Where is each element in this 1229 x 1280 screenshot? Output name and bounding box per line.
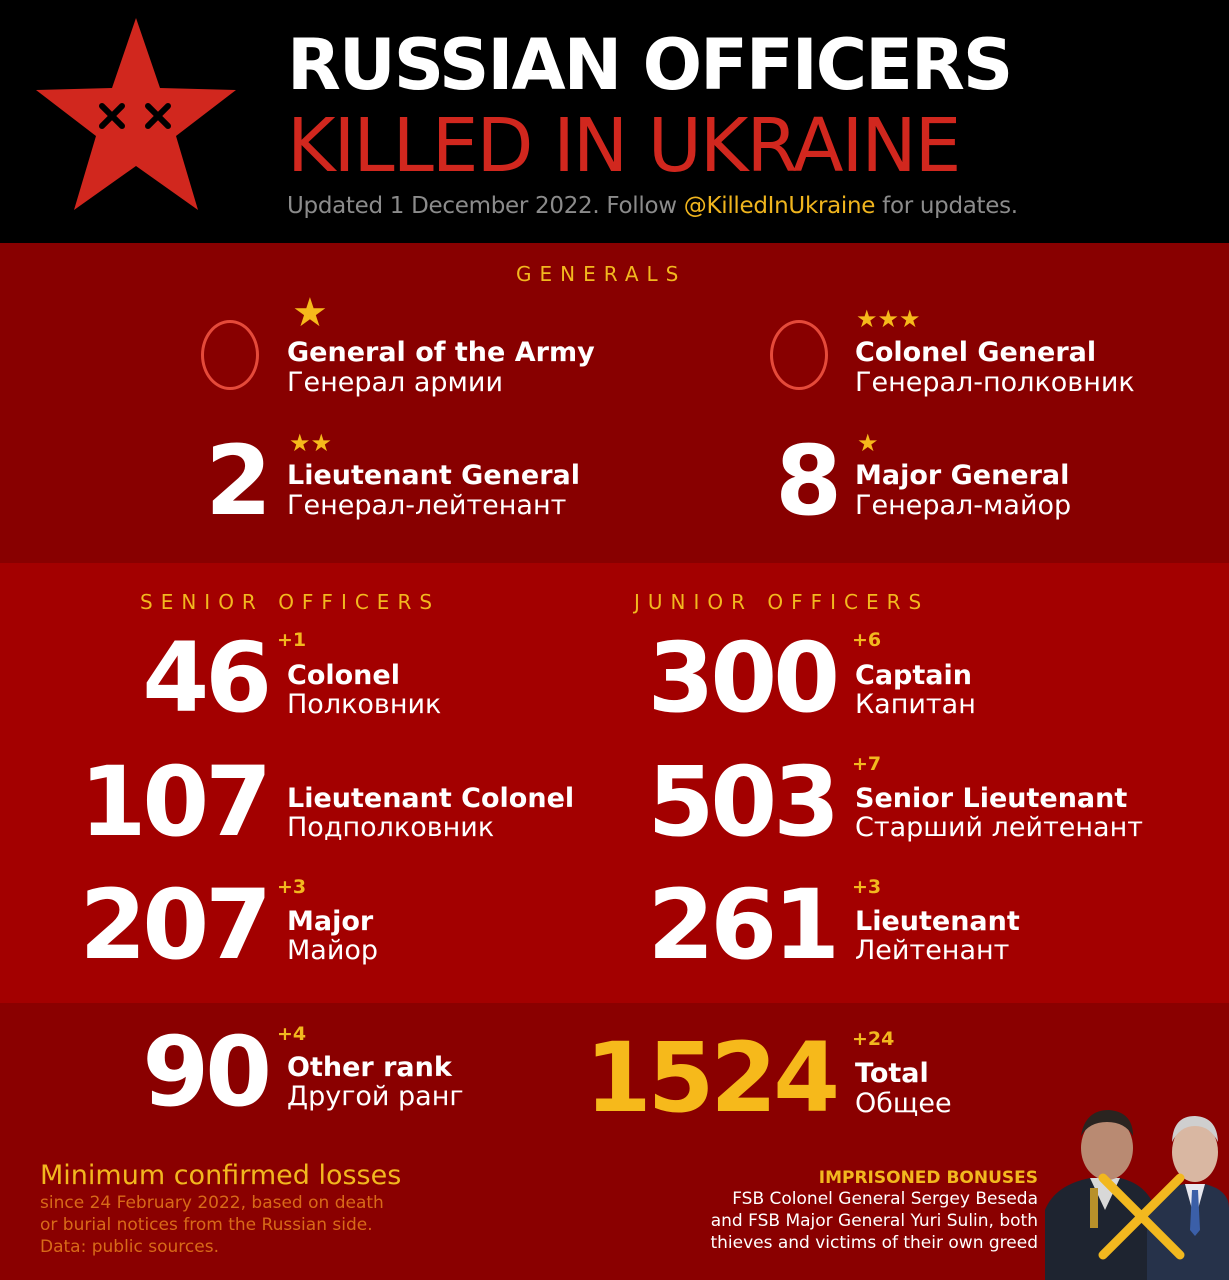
count-value: 107 <box>79 746 268 858</box>
delta-badge: +3 <box>277 876 307 898</box>
count-value: 90 <box>142 1016 268 1128</box>
delta-badge: +4 <box>277 1023 307 1045</box>
note-line: Data: public sources. <box>40 1237 219 1257</box>
delta-badge: +24 <box>852 1028 895 1050</box>
updated-suffix: for updates. <box>875 193 1018 219</box>
twitter-handle-link[interactable]: @KilledInUkraine <box>683 193 876 219</box>
rank-name-en: Senior Lieutenant <box>855 783 1128 814</box>
rank-name-ru: Генерал-лейтенант <box>287 490 567 521</box>
delta-badge: +3 <box>852 876 882 898</box>
senior-officers-label: SENIOR OFFICERS <box>140 590 441 614</box>
red-star-logo-icon <box>36 18 236 210</box>
rank-name-ru: Полковник <box>287 689 442 720</box>
imprisoned-officers-photo <box>1045 1090 1229 1280</box>
minimum-losses-title: Minimum confirmed losses <box>40 1160 402 1191</box>
zero-ring-icon <box>201 320 259 390</box>
rank-name-ru: Другой ранг <box>287 1081 464 1112</box>
star-rank-icon: ★★ <box>289 429 333 457</box>
rank-name-en: Colonel <box>287 660 400 691</box>
count-value: 503 <box>647 746 836 858</box>
count-value: 8 <box>775 425 838 537</box>
star-rank-icon: ★ <box>857 429 879 457</box>
updated-prefix: Updated 1 December 2022. Follow <box>287 193 684 219</box>
rank-name-ru: Лейтенант <box>855 935 1010 966</box>
total-label-en: Total <box>855 1058 929 1089</box>
rank-name-ru: Майор <box>287 935 379 966</box>
rank-name-en: Other rank <box>287 1052 452 1083</box>
imprisoned-note <box>640 1188 1038 1254</box>
rank-name-ru: Генерал-полковник <box>855 367 1135 398</box>
rank-name-ru: Генерал армии <box>287 367 504 398</box>
note-line: and FSB Major General Yuri Sulin, both <box>710 1211 1038 1231</box>
minimum-losses-note <box>40 1192 480 1258</box>
total-label-ru: Общее <box>855 1088 952 1119</box>
star-rank-icon: ★★★ <box>856 305 921 333</box>
count-value: 207 <box>79 869 268 981</box>
rank-name-en: Major <box>287 906 374 937</box>
delta-badge: +7 <box>852 753 882 775</box>
imprisoned-title: IMPRISONED BONUSES <box>818 1168 1038 1188</box>
note-line: thieves and victims of their own greed <box>710 1233 1038 1253</box>
generals-label: GENERALS <box>516 262 687 286</box>
rank-name-en: Lieutenant Colonel <box>287 783 575 814</box>
rank-name-ru: Старший лейтенант <box>855 812 1143 843</box>
total-count-value: 1524 <box>584 1022 836 1134</box>
count-value: 261 <box>647 869 836 981</box>
zero-ring-icon <box>770 320 828 390</box>
updated-note <box>287 190 1018 222</box>
count-value: 46 <box>142 622 268 734</box>
rank-name-en: General of the Army <box>287 337 595 368</box>
rank-name-en: Major General <box>855 460 1070 491</box>
rank-name-ru: Подполковник <box>287 812 495 843</box>
count-value: 300 <box>647 622 836 734</box>
rank-name-en: Lieutenant <box>855 906 1020 937</box>
junior-officers-label: JUNIOR OFFICERS <box>634 590 930 614</box>
rank-name-ru: Генерал-майор <box>855 490 1072 521</box>
rank-name-en: Lieutenant General <box>287 460 580 491</box>
title-line-1: RUSSIAN OFFICERS <box>287 24 1012 106</box>
note-line: or burial notices from the Russian side. <box>40 1215 373 1235</box>
star-rank-icon: ★ <box>292 290 328 336</box>
delta-badge: +1 <box>277 629 307 651</box>
rank-name-ru: Капитан <box>855 689 976 720</box>
delta-badge: +6 <box>852 629 882 651</box>
count-value: 2 <box>205 425 268 537</box>
note-line: FSB Colonel General Sergey Beseda <box>732 1189 1038 1209</box>
title-line-2: KILLED IN UKRAINE <box>287 103 960 189</box>
rank-name-en: Captain <box>855 660 972 691</box>
note-line: since 24 February 2022, based on death <box>40 1193 384 1213</box>
rank-name-en: Colonel General <box>855 337 1097 368</box>
